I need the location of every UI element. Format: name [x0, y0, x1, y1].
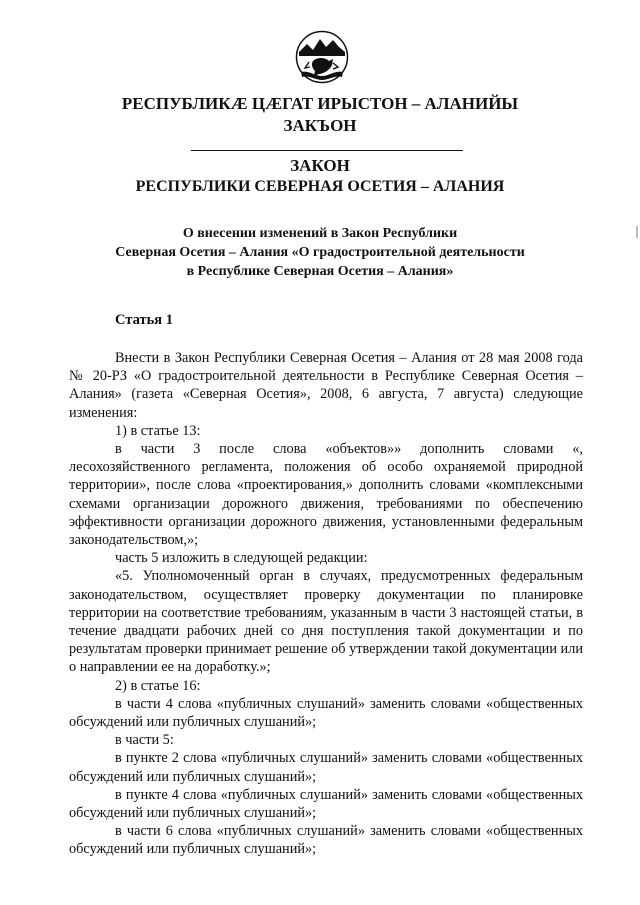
paragraph-point-2: в пункте 2 слова «публичных слушаний» заменить словами «общественных обсуждений или публичных слушаний»; — [69, 750, 583, 785]
scan-mark — [636, 226, 638, 238]
paragraph-part-5: часть 5 изложить в следующей редакции: — [115, 550, 368, 567]
subject-line-1: О внесении изменений в Закон Республики — [182, 226, 458, 241]
subject-line-2: Северная Осетия – Алания «О градостроительной деятельности — [115, 245, 525, 260]
article-body — [69, 349, 583, 859]
paragraph-new-text: «5. Уполномоченный орган в случаях, предусмотренных федеральным законодательством, осуществляет проверку документации по планировке территории на соответствие требованиям, указанным в части 3 настоящей статьи, в течение двадцати рабочих дней со дня поступления такой документации и по результатам проверки принимает решение об утверждении такой документации или о направлении ее на доработку.»; — [69, 568, 583, 676]
ossetian-law-title: ЗАКЪОН — [283, 116, 357, 135]
coat-of-arms-icon — [295, 30, 349, 84]
header-divider — [191, 150, 463, 151]
article-heading: Статья 1 — [115, 312, 173, 328]
republic-title: РЕСПУБЛИКИ СЕВЕРНАЯ ОСЕТИЯ – АЛАНИЯ — [135, 178, 505, 195]
paragraph-part-5-intro: в части 5: — [115, 732, 174, 749]
ossetian-republic-title: РЕСПУБЛИКÆ ЦÆГАТ ИРЫСТОН – АЛАНИЙЫ — [121, 94, 519, 113]
paragraph-part-6: в части 6 слова «публичных слушаний» заменить словами «общественных обсуждений или публичных слушаний»; — [69, 823, 583, 858]
paragraph-point-4: в пункте 4 слова «публичных слушаний» заменить словами «общественных обсуждений или публичных слушаний»; — [69, 786, 583, 822]
paragraph-intro: Внести в Закон Республики Северная Осетия – Алания от 28 мая 2008 года № 20-РЗ «О градостроительной деятельности в Республике Северная Осетия – Алания» (газета «Северная Осетия», 2008, 6 августа, 7 августа) следующие изменения: — [69, 350, 583, 421]
paragraph-item-2: 2) в статье 16: — [115, 677, 201, 694]
paragraph-part-4: в части 4 слова «публичных слушаний» заменить словами «общественных обсуждений или публичных слушаний»; — [69, 695, 583, 731]
paragraph-item-1: 1) в статье 13: — [115, 422, 201, 439]
paragraph-part-3: в части 3 после слова «объектов»» дополнить словами «, лесохозяйственного регламента, положения об особо охраняемой природной территории», после слова «проектирования,» дополнить словами «комплексными схемами организации дорожного движения, требованиями по обеспечению эффективности организации дорожного движения, установленными федеральным законодательством,»; — [69, 441, 583, 549]
subject-line-3: в Республике Северная Осетия – Алания» — [186, 264, 454, 279]
law-title: ЗАКОН — [290, 156, 350, 175]
